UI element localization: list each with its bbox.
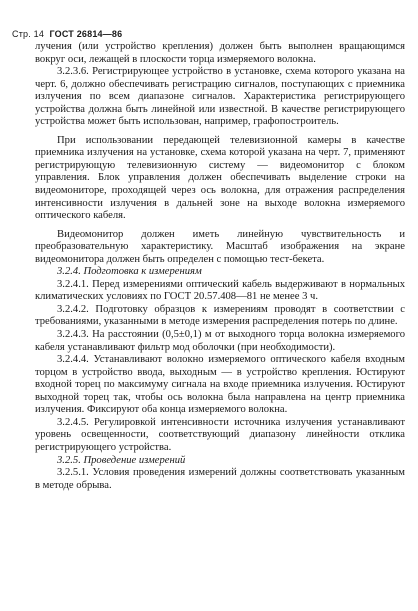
gost-designation: ГОСТ 26814—86: [49, 29, 123, 39]
paragraph-3-2-4-2: 3.2.4.2. Подготовку образцов к измерениям проводят в соответствии с требованиями, указанными в методе измерения распределения потерь по длине.: [35, 303, 405, 328]
section-heading-3-2-4: [35, 266, 405, 279]
body-text: [35, 41, 405, 492]
paragraph-3-2-5-1: 3.2.5.1. Условия проведения измерений должны соответствовать указанным в методе обрыва.: [35, 467, 405, 491]
paragraph-3-2-3-6: 3.2.3.6. Регистрирующее устройство в установке, схема которого указана на черт. 6, должно обеспечивать регистрацию сигналов, поступающих с приемника излучения по всем диапазоне сигналов. Характеристика регистрирующего устройства должна быть линейной или известной. В качестве регистрирующего устройства может быть использован, например, графопостроитель.: [35, 66, 405, 128]
section-heading-3-2-5: [35, 455, 405, 468]
section-heading-3-2-4-text: 3.2.4. Подготовка к измерениям: [57, 266, 202, 278]
section-heading-3-2-5-text: 3.2.5. Проведение измерений: [57, 454, 186, 466]
paragraph-3-2-4-5: 3.2.4.5. Регулировкой интенсивности источника излучения устанавливают уровень освещенности, соответствующий диапазону линейности отклика регистрирующего устройства.: [35, 416, 405, 453]
paragraph-3-2-4-3: 3.2.4.3. На расстоянии (0,5±0,1) м от выходного торца волокна измеряемого кабеля устанавливают фильтр мод оболочки (при необходимости).: [35, 329, 405, 353]
page-header: [12, 29, 122, 39]
paragraph-continuation: лучения (или устройство крепления) должен быть выполнен вращающимся вокруг оси, лежащей в плоскости торца измеряемого волокна.: [35, 41, 405, 65]
paragraph-3-2-4-4: 3.2.4.4. Устанавливают волокно измеряемого оптического кабеля входным торцом в устройство ввода, выходным — в устройство крепления. Юстируют входной торец по максимуму сигнала на входе приемника излучения. Юстируют выходной торец так, чтобы ось волокна была направлена на центр приемника излучения. Фиксируют оба конца измеряемого волокна.: [35, 354, 405, 416]
page-number: Стр. 14: [12, 29, 45, 39]
paragraph-tv-camera: При использовании передающей телевизионной камеры в качестве приемника излучения на установке, схема которой указана на черт. 7, применяют регистрирующую телевизионную систему — видеомонитор с блоком управления. Блок управления должен обеспечивать выделение строки на видеомониторе, проходящей через ось волокна, для отражения распределения интенсивности излучения в дальней зоне на выходе волокна измеряемого оптического кабеля.: [35, 134, 405, 222]
paragraph-3-2-4-1: 3.2.4.1. Перед измерениями оптический кабель выдерживают в нормальных климатических условиях по ГОСТ 20.57.408—81 не менее 3 ч.: [35, 278, 405, 303]
paragraph-videomonitor: Видеомонитор должен иметь линейную чувствительность и преобразовательную характеристику. Масштаб изображения на экране видеомонитора должен быть определен с помощью тест-бекета.: [35, 228, 405, 265]
